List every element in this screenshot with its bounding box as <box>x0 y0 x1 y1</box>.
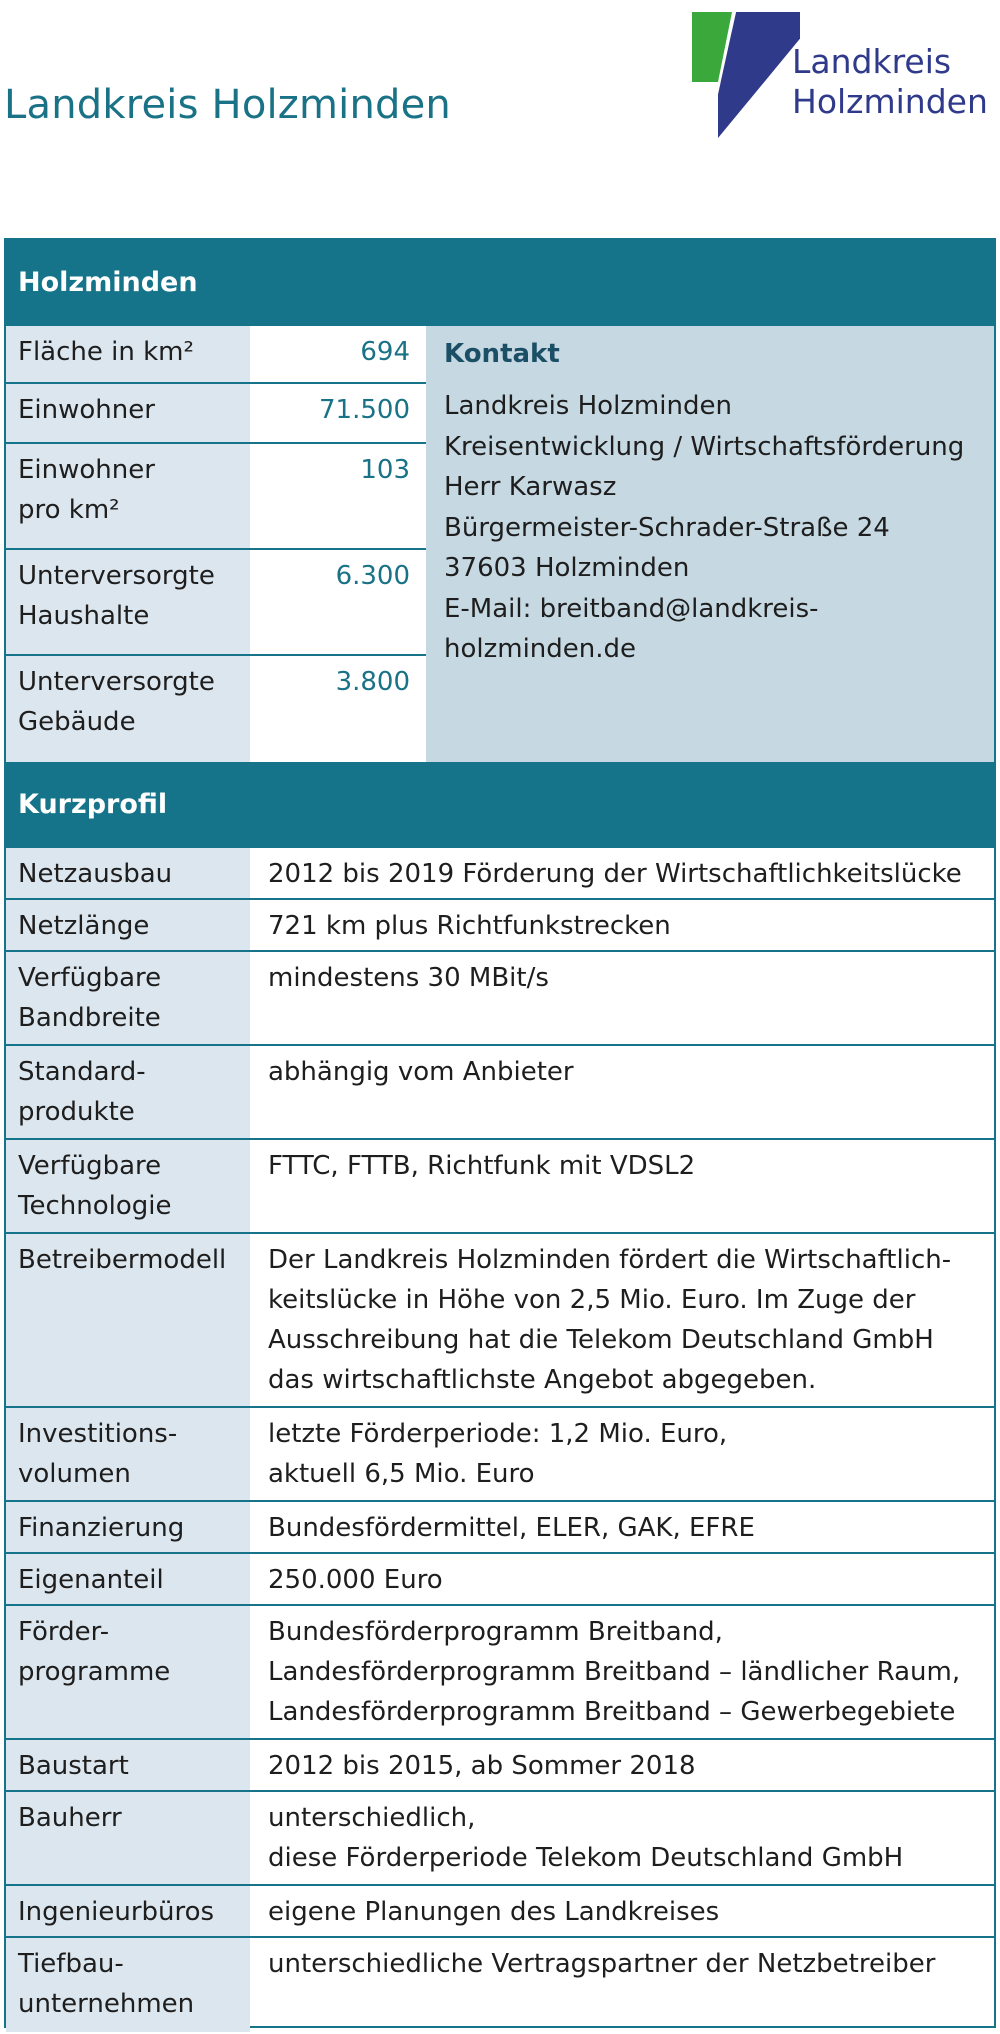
profile-row-value <box>250 1554 994 1604</box>
profile-row-label <box>6 1234 250 1406</box>
logo-line-1: Landkreis <box>792 42 952 81</box>
contact-line: Herr Karwasz <box>444 472 617 502</box>
profile-row <box>6 1740 994 1792</box>
stat-value: 71.500 <box>250 384 426 442</box>
logo-text <box>792 42 988 122</box>
stat-value: 3.800 <box>250 656 426 762</box>
stat-row <box>6 384 426 444</box>
profile-row-label <box>6 1554 250 1604</box>
profile-row-value <box>250 1886 994 1936</box>
profile-label-line: programme <box>18 1657 171 1687</box>
profile-row <box>6 1938 994 2032</box>
profile-row-value <box>250 1606 994 1738</box>
profile-value-line: 250.000 Euro <box>268 1565 443 1595</box>
profile-label-line: Netzausbau <box>18 859 173 889</box>
profile-row <box>6 1554 994 1606</box>
profile-row <box>6 952 994 1046</box>
profile-row-label <box>6 1140 250 1232</box>
contact-panel <box>426 326 994 762</box>
profile-row-label <box>6 1740 250 1790</box>
stat-row <box>6 326 426 384</box>
profile-label-line: Investitions- <box>18 1419 178 1449</box>
profile-row <box>6 1234 994 1408</box>
stat-label-line: Einwohner <box>18 395 155 425</box>
profile-value-line: FTTC, FTTB, Richtfunk mit VDSL2 <box>268 1151 696 1181</box>
contact-line: Kreisentwicklung / Wirtschaftsförderung <box>444 431 965 462</box>
stat-label-line: Unterversorgte <box>18 561 215 591</box>
profile-row <box>6 900 994 952</box>
profile-row-value <box>250 900 994 950</box>
profile-value-line: mindestens 30 MBit/s <box>268 963 549 993</box>
contact-line: Landkreis Holzminden <box>444 391 732 421</box>
profile-label-line: Verfügbare <box>18 1151 162 1181</box>
profile-value-line: Bundesfördermittel, ELER, GAK, EFRE <box>268 1513 755 1543</box>
profile-row-label <box>6 1886 250 1936</box>
profile-box <box>4 238 996 2028</box>
profile-row-value <box>250 1502 994 1552</box>
stat-label <box>6 656 250 762</box>
logo-mark-icon <box>690 10 800 140</box>
stat-value: 103 <box>250 444 426 548</box>
profile-label-line: produkte <box>18 1097 135 1127</box>
profile-value-line: eigene Planungen des Landkreises <box>268 1897 720 1927</box>
profile-value-line: diese Förderperiode Telekom Deutschland GmbH <box>268 1843 904 1873</box>
contact-lines <box>444 386 982 670</box>
section-title-holzminden: Holzminden <box>6 240 994 326</box>
contact-line: 37603 Holzminden <box>444 553 690 583</box>
stat-label-line: pro km² <box>18 495 120 525</box>
profile-row <box>6 1408 994 1502</box>
profile-label-line: Eigenanteil <box>18 1565 164 1595</box>
profile-row-label <box>6 1408 250 1500</box>
profile-row-label <box>6 900 250 950</box>
profile-value-line: Landesförderprogramm Breitband – Gewerbegebiete <box>268 1697 956 1727</box>
profile-row-value <box>250 1046 994 1138</box>
profile-row-label <box>6 952 250 1044</box>
contact-line: E-Mail: breitband@landkreis- <box>444 593 819 624</box>
profile-row-value <box>250 848 994 898</box>
profile-row <box>6 848 994 900</box>
contact-line: holzminden.de <box>444 634 637 664</box>
profile-value-line: letzte Förderperiode: 1,2 Mio. Euro, <box>268 1419 728 1449</box>
stat-row <box>6 550 426 656</box>
stat-label <box>6 384 250 442</box>
profile-row-label <box>6 1938 250 2032</box>
profile-row-label <box>6 1502 250 1552</box>
profile-label-line: Standard- <box>18 1057 146 1087</box>
profile-row <box>6 1886 994 1938</box>
profile-value-line: 721 km plus Richtfunkstrecken <box>268 911 671 941</box>
contact-title: Kontakt <box>444 339 560 369</box>
profile-row-label <box>6 1792 250 1884</box>
profile-row <box>6 1502 994 1554</box>
profile-value-line: aktuell 6,5 Mio. Euro <box>268 1459 535 1489</box>
stat-label <box>6 444 250 548</box>
profile-value-line: 2012 bis 2019 Förderung der Wirtschaftlichkeitslücke <box>268 859 962 889</box>
profile-value-line: 2012 bis 2015, ab Sommer 2018 <box>268 1751 696 1781</box>
profile-value-line: abhängig vom Anbieter <box>268 1057 574 1087</box>
profile-value-line: Ausschreibung hat die Telekom Deutschland GmbH <box>268 1325 934 1355</box>
profile-value-line: Landesförderprogramm Breitband – ländlicher Raum, <box>268 1657 961 1687</box>
profile-label-line: Tiefbau- <box>18 1949 124 1979</box>
profile-label-line: Bauherr <box>18 1803 122 1833</box>
profile-value-line: das wirtschaftlichste Angebot abgegeben. <box>268 1365 817 1395</box>
profile-label-line: volumen <box>18 1459 131 1489</box>
profile-label-line: Finanzierung <box>18 1513 185 1543</box>
stat-label-line: Unterversorgte <box>18 667 215 697</box>
profile-row <box>6 1792 994 1886</box>
profile-row-label <box>6 848 250 898</box>
stats-table <box>6 326 426 762</box>
profile-label-line: Betreibermodell <box>18 1245 227 1275</box>
profile-row <box>6 1046 994 1140</box>
profile-value-line: Der Landkreis Holzminden fördert die Wirtschaftlich- <box>268 1245 952 1275</box>
profile-row-value <box>250 952 994 1044</box>
profile-row-label <box>6 1606 250 1738</box>
profile-label-line: Baustart <box>18 1751 129 1781</box>
stat-value: 6.300 <box>250 550 426 654</box>
profile-row-value <box>250 1938 994 2032</box>
stat-label <box>6 550 250 654</box>
contact-line: Bürgermeister-Schrader-Straße 24 <box>444 512 890 543</box>
profile-label-line: Verfügbare <box>18 963 162 993</box>
stat-label-line: Gebäude <box>18 707 136 737</box>
stat-label-line: Haushalte <box>18 601 150 631</box>
profile-label-line: Technologie <box>18 1191 172 1221</box>
logo-line-2: Holzminden <box>792 82 988 121</box>
logo <box>690 10 1000 140</box>
profile-label-line: unternehmen <box>18 1989 195 2019</box>
section-title-kurzprofil: Kurzprofil <box>6 762 994 848</box>
stat-value: 694 <box>250 326 426 382</box>
stat-label-line: Einwohner <box>18 455 155 485</box>
profile-value-line: unterschiedliche Vertragspartner der Netzbetreiber <box>268 1949 936 1979</box>
profile-row-value <box>250 1740 994 1790</box>
stat-label-line: Fläche in km² <box>18 337 194 367</box>
profile-label-line: Ingenieurbüros <box>18 1897 215 1927</box>
profile-row-value <box>250 1140 994 1232</box>
stat-row <box>6 656 426 762</box>
stat-row <box>6 444 426 550</box>
stat-label <box>6 326 250 382</box>
profile-value-line: Bundesförderprogramm Breitband, <box>268 1617 723 1647</box>
profile-label-line: Förder- <box>18 1617 110 1647</box>
profile-row-value <box>250 1234 994 1406</box>
profile-label-line: Netzlänge <box>18 911 150 941</box>
profile-value-line: unterschiedlich, <box>268 1803 476 1833</box>
profile-label-line: Bandbreite <box>18 1003 161 1033</box>
profile-row <box>6 1140 994 1234</box>
profile-row-label <box>6 1046 250 1138</box>
profile-row <box>6 1606 994 1740</box>
page-title: Landkreis Holzminden <box>4 82 451 128</box>
profile-row-value <box>250 1792 994 1884</box>
profile-row-value <box>250 1408 994 1500</box>
profile-value-line: keitslücke in Höhe von 2,5 Mio. Euro. Im Zuge der <box>268 1285 916 1315</box>
